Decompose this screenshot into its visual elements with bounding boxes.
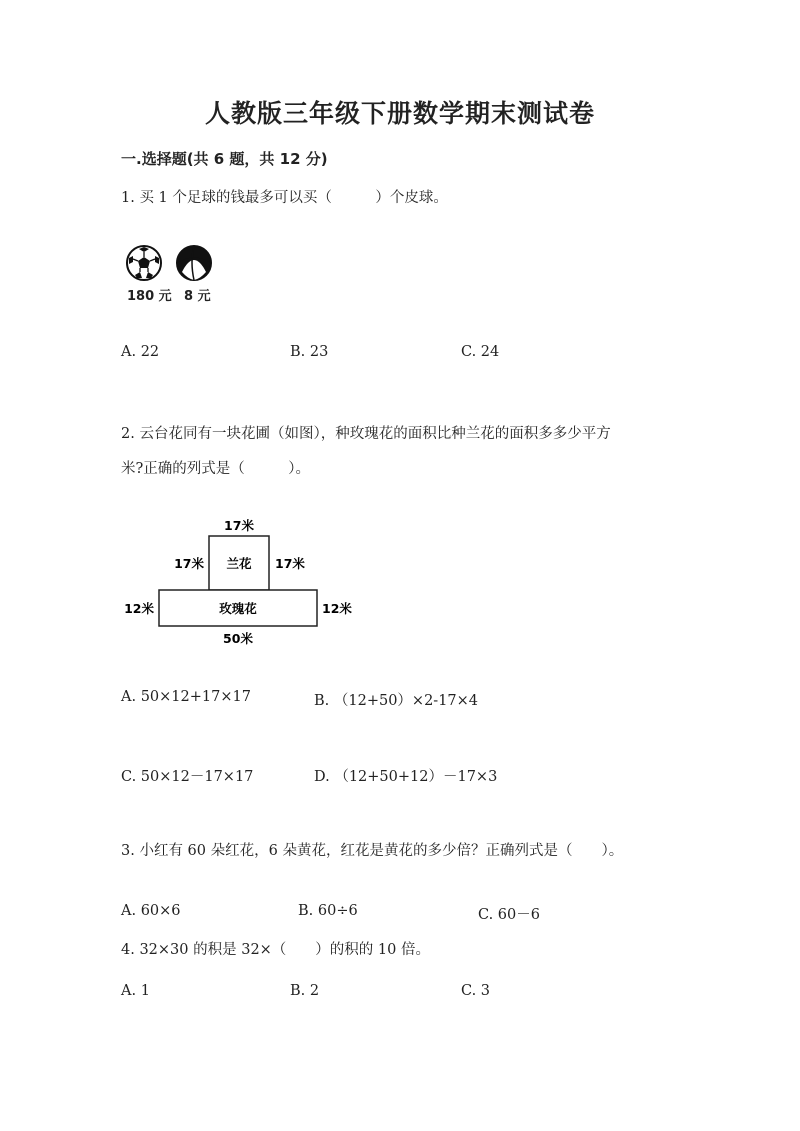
page-title: 人教版三年级下册数学期末测试卷 [204, 99, 595, 128]
question-1-text: 1. 买 1 个足球的钱最多可以买（ ）个皮球。 [121, 190, 448, 206]
q2-option-c: C. 50×12－17×17 [121, 769, 254, 785]
top-label: 17米 [224, 518, 254, 533]
q3-option-c: C. 60－6 [478, 907, 540, 923]
balls-figure [120, 240, 230, 306]
rose-label: 玫瑰花 [219, 601, 257, 616]
garden-diagram [118, 512, 358, 652]
left-small-label: 17米 [174, 556, 204, 571]
bottom-label: 50米 [223, 631, 253, 646]
orchid-label: 兰花 [226, 556, 252, 571]
q4-option-c: C. 3 [461, 983, 491, 999]
q3-option-a: A. 60×6 [121, 903, 181, 919]
q1-option-a: A. 22 [121, 344, 160, 360]
right-big-label: 12米 [322, 601, 352, 616]
football-price: 180 元 [127, 289, 172, 304]
left-big-label: 12米 [124, 601, 154, 616]
right-small-label: 17米 [275, 556, 305, 571]
question-4-text: 4. 32×30 的积是 32×（ ）的积的 10 倍。 [121, 942, 430, 958]
ball-icon [177, 246, 211, 280]
q4-option-b: B. 2 [290, 983, 320, 999]
question-2-text-line1: 2. 云台花同有一块花圃（如图），种玫瑰花的面积比种兰花的面积多多少平方 [121, 426, 611, 442]
q1-option-b: B. 23 [290, 344, 329, 360]
football-icon [127, 246, 161, 280]
q3-option-b: B. 60÷6 [298, 903, 358, 919]
q4-option-a: A. 1 [121, 983, 150, 999]
q2-option-b: B. （12+50）×2-17×4 [314, 693, 479, 709]
section-heading: 一.选择题(共 6 题，共 12 分) [121, 150, 328, 168]
q1-option-c: C. 24 [461, 344, 500, 360]
question-2-text-line2: 米?正确的列式是（ ）。 [121, 461, 311, 477]
ball-price: 8 元 [184, 289, 211, 304]
q2-option-d: D. （12+50+12）－17×3 [314, 769, 498, 785]
question-3-text: 3. 小红有 60 朵红花，6 朵黄花，红花是黄花的多少倍？正确列式是（ ）。 [121, 843, 624, 859]
q2-option-a: A. 50×12+17×17 [121, 689, 251, 705]
